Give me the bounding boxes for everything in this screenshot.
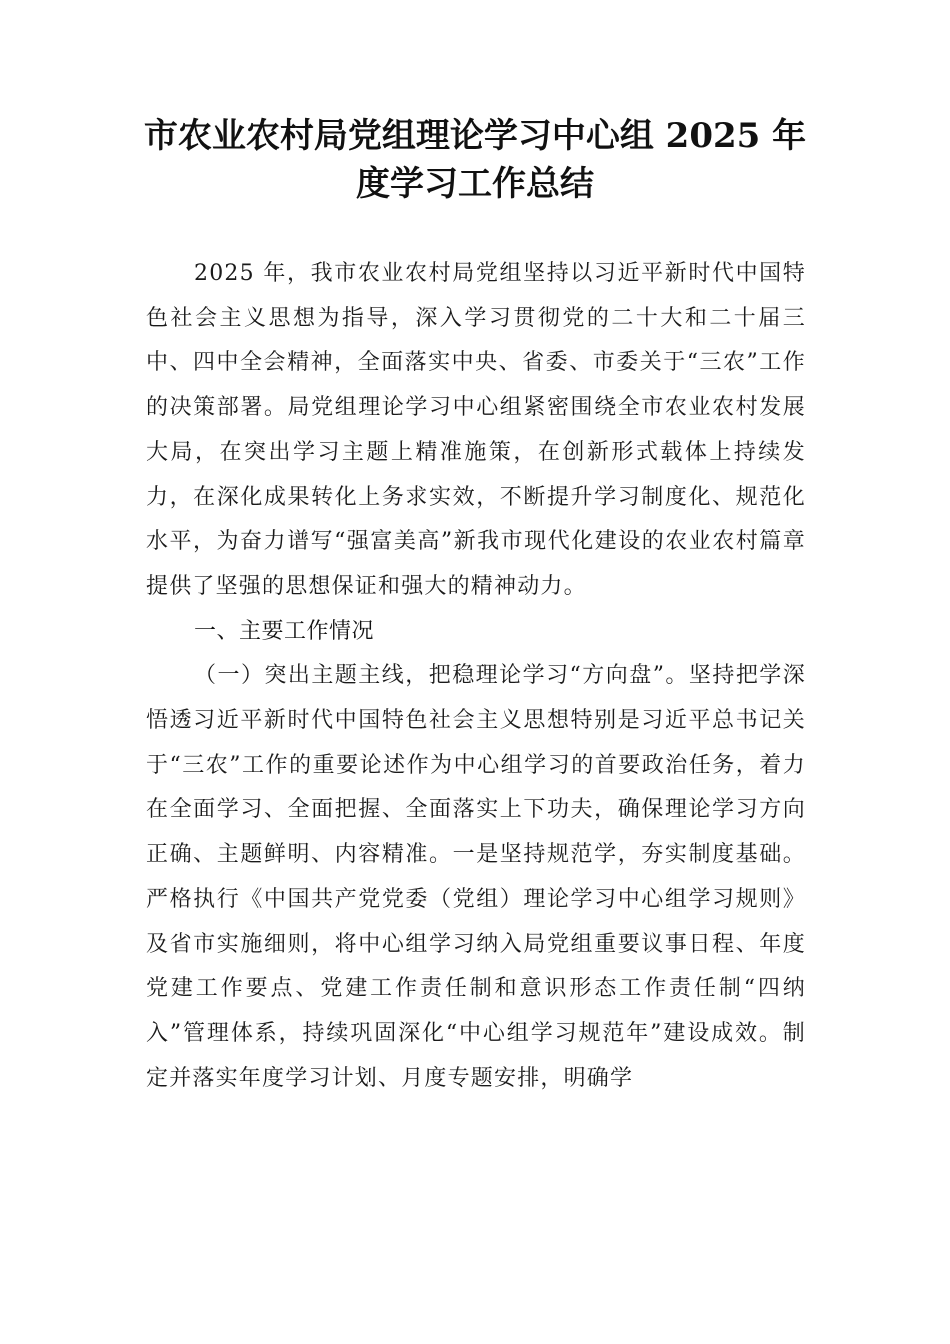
subsection-heading-1: （一）突出主题主线，把稳理论学习“方向盘”。 bbox=[194, 663, 689, 689]
title-line-2: 度学习工作总结 bbox=[356, 164, 594, 204]
section-heading-main-work: 一、主要工作情况 bbox=[194, 618, 375, 644]
document-title bbox=[140, 112, 810, 208]
subsection-body-1: 坚持把学深悟透习近平新时代中国特色社会主义思想特别是习近平总书记关于“三农”工作的重要论述作为中心组学习的首要政治任务，着力在全面学习、全面把握、全面落实上下功夫，确保理论学习方向正确、主题鲜明、内容精准。一是坚持规范学，夯实制度基础。严格执行《中国共产党党委（党组）理论学习中心组学习规则》及省市实施细则，将中心组学习纳入局党组重要议事日程、年度党建工作要点、党建工作责任制和意识形态工作责任制“四纳入”管理体系，持续巩固深化“中心组学习规范年”建设成效。制定并落实年度学习计划、月度专题安排，明确学 bbox=[146, 663, 806, 1091]
title-line-1: 市农业农村局党组理论学习中心组 2025 年 bbox=[143, 116, 807, 156]
document-body bbox=[146, 252, 806, 1101]
subsection-paragraph-1 bbox=[146, 654, 806, 1101]
intro-paragraph: 2025 年，我市农业农村局党组坚持以习近平新时代中国特色社会主义思想为指导，深入学习贯彻党的二十大和二十届三中、四中全会精神，全面落实中央、省委、市委关于“三农”工作的决策部署。局党组理论学习中心组紧密围绕全市农业农村发展大局，在突出学习主题上精准施策，在创新形式载体上持续发力，在深化成果转化上务求实效，不断提升学习制度化、规范化水平，为奋力谱写“强富美高”新我市现代化建设的农业农村篇章提供了坚强的思想保证和强大的精神动力。 bbox=[146, 261, 806, 599]
